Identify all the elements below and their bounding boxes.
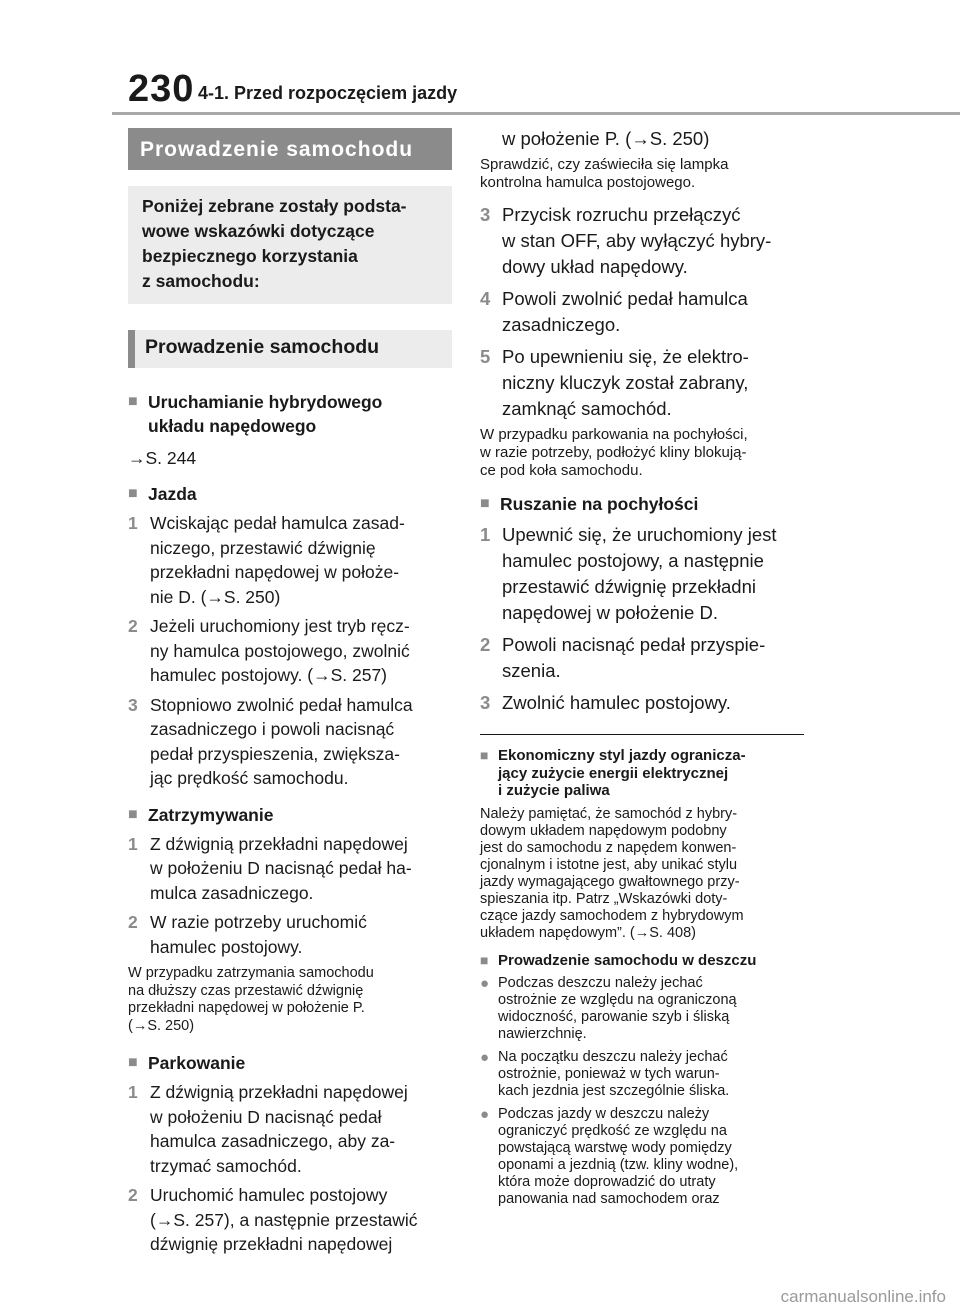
section-title: 4-1. Przed rozpoczęciem jazdy	[198, 83, 458, 103]
header-divider	[112, 112, 960, 115]
step-line: w położeniu D nacisnąć pedał ha-	[150, 858, 412, 878]
step-number: 2	[128, 912, 138, 932]
step-line: zamknąć samochód.	[502, 398, 672, 419]
step-line: Po upewnieniu się, że elektro-	[502, 346, 749, 367]
step-line: mulca zasadniczego.	[150, 882, 314, 903]
step-line: przestawić dźwignię przekładni	[502, 576, 756, 597]
step-line: jąc prędkość samochodu.	[150, 768, 349, 788]
note-line: ce pod koła samochodu.	[480, 462, 643, 479]
note-line: w razie potrzeby, podłożyć kliny blokują-	[480, 444, 747, 461]
step-number: 3	[480, 204, 491, 225]
heading-start-system	[128, 390, 452, 438]
bullet-line: Podczas deszczu należy jechać	[498, 975, 703, 991]
intro-line: z samochodu:	[142, 271, 260, 291]
step-item	[480, 522, 804, 626]
bullet-line: widoczność, parowanie szyb i śliską	[498, 1009, 730, 1025]
bullet-line: Podczas jazdy w deszczu należy	[498, 1106, 710, 1122]
bullet-line: powstającą warstwę wody pomiędzy	[498, 1140, 732, 1156]
left-column	[128, 128, 452, 1257]
heading-line: Ekonomiczny styl jazdy ogranicza-	[498, 747, 746, 764]
step-line: w stan OFF, aby wyłączyć hybry-	[502, 230, 772, 251]
bullet-item	[480, 1049, 804, 1100]
note-line: na dłuższy czas przestawić dźwignię	[128, 982, 364, 999]
heading-text: Zatrzymywanie	[148, 804, 274, 825]
step-line: Z dźwignią przekładni napędowej	[150, 1082, 408, 1102]
square-bullet-icon: ■	[480, 495, 490, 512]
heading-line: Uruchamianie hybrydowego	[148, 392, 383, 412]
heading-hill-start	[480, 492, 804, 516]
section-banner: Prowadzenie samochodu	[128, 128, 452, 170]
step-line: hamulec postojowy. (→S. 257)	[150, 665, 388, 685]
step-item	[128, 511, 452, 609]
step-line: dowy układ napędowy.	[502, 256, 688, 277]
text-line: dowym układem napędowym podobny	[480, 822, 727, 839]
heading-line: i zużycie paliwa	[498, 782, 610, 799]
step-line: Upewnić się, że uruchomiony jest	[502, 524, 777, 545]
step-number: 1	[128, 1082, 138, 1102]
step-line: Stopniowo zwolnić pedał hamulca	[150, 694, 413, 715]
circle-bullet-icon: ●	[480, 1106, 490, 1123]
step-line: w położeniu D nacisnąć pedał	[150, 1106, 382, 1127]
square-bullet-icon: ■	[480, 747, 489, 763]
heading-text: Prowadzenie samochodu w deszczu	[498, 951, 757, 969]
step-number: 2	[128, 1185, 138, 1205]
step-line: (→S. 257), a następnie przestawić	[150, 1209, 418, 1230]
heading-line: jący zużycie energii elektrycznej	[498, 764, 729, 782]
step-line: zasadniczego i powoli nacisnąć	[150, 719, 395, 739]
step-number: 2	[480, 634, 491, 655]
step-line: Powoli zwolnić pedał hamulca	[502, 288, 748, 309]
bullet-line: panowania nad samochodem oraz	[498, 1191, 720, 1207]
step-number: 1	[128, 833, 138, 854]
bullet-line: nawierzchnię.	[498, 1026, 587, 1042]
step-item	[128, 693, 452, 791]
step-item	[128, 910, 452, 959]
step-number: 2	[128, 616, 138, 636]
step-item	[128, 832, 452, 906]
right-column	[480, 126, 804, 1208]
square-bullet-icon: ■	[128, 485, 138, 502]
note-line: W przypadku zatrzymania samochodu	[128, 965, 374, 981]
note-line: W przypadku parkowania na pochyłości,	[480, 426, 748, 443]
text-line: czące jazdy samochodem z hybrydowym	[480, 907, 744, 924]
step-line: Z dźwignią przekładni napędowej	[150, 833, 408, 854]
heading-rain-driving	[480, 952, 804, 970]
note-line: Sprawdzić, czy zaświeciła się lampka	[480, 156, 729, 173]
step-line: szenia.	[502, 660, 561, 681]
section-divider	[480, 734, 804, 735]
step-line: niczny kluczyk został zabrany,	[502, 372, 749, 393]
text-line: układem napędowym”. (→S. 408)	[480, 924, 696, 941]
heading-driving	[128, 482, 452, 506]
bullet-line: oponami a jezdnią (tzw. kliny wodne),	[498, 1157, 739, 1173]
step-number: 3	[480, 692, 491, 713]
step-line: pedał przyspieszenia, zwiększa-	[150, 743, 400, 764]
heading-text: Ruszanie na pochyłości	[500, 494, 699, 514]
heading-text: Jazda	[148, 484, 197, 504]
intro-line: Poniżej zebrane zostały podsta-	[142, 196, 407, 216]
stopping-note	[128, 965, 452, 1035]
step-line: ny hamulca postojowego, zwolnić	[150, 640, 410, 661]
square-bullet-icon: ■	[480, 951, 489, 968]
bullet-item	[480, 975, 804, 1043]
note-line: przekładni napędowej w położenie P.	[128, 1000, 365, 1016]
step-line: przekładni napędowej w położe-	[150, 562, 400, 582]
step-line: niczego, przestawić dźwignię	[150, 537, 376, 558]
heading-line: układu napędowego	[148, 416, 317, 436]
watermark: carmanualsonline.info	[780, 1287, 946, 1306]
step-number: 1	[480, 524, 491, 545]
bullet-item	[480, 1106, 804, 1208]
step-item	[480, 690, 804, 716]
bullet-line: Na początku deszczu należy jechać	[498, 1049, 728, 1065]
circle-bullet-icon: ●	[480, 1049, 490, 1066]
text-line: jest do samochodu z napędem konwen-	[480, 839, 737, 856]
step-item	[480, 632, 804, 684]
intro-box	[128, 186, 452, 304]
text-line: cjonalnym i istotne jest, aby unikać stylu	[480, 856, 738, 873]
step-number: 3	[128, 694, 138, 715]
text-line: spieszania itp. Patrz „Wskazówki doty-	[480, 890, 728, 907]
step-line: Przycisk rozruchu przełączyć	[502, 204, 741, 225]
slope-parking-note	[480, 426, 804, 480]
step-item	[480, 286, 804, 338]
step-line: zasadniczego.	[502, 314, 621, 335]
step-item	[128, 614, 452, 688]
square-bullet-icon: ■	[128, 1054, 138, 1071]
heading-stopping	[128, 803, 452, 827]
step-item	[480, 202, 804, 280]
bullet-line: ograniczyć prędkość ze względu na	[498, 1123, 727, 1139]
intro-line: wowe wskazówki dotyczące	[142, 221, 375, 241]
step-item	[128, 1183, 452, 1257]
note-line: (→S. 250)	[128, 1017, 195, 1034]
step-line: Zwolnić hamulec postojowy.	[502, 692, 731, 713]
step-line: dźwignię przekładni napędowej	[150, 1234, 393, 1254]
page-reference: →S. 244	[128, 448, 197, 468]
page-number: 230	[128, 68, 195, 110]
bullet-line: ostrożnie ze względu na ograniczoną	[498, 992, 737, 1008]
step-line: Wciskając pedał hamulca zasad-	[150, 513, 405, 533]
text-line: Należy pamiętać, że samochód z hybry-	[480, 805, 738, 822]
text-line: jazdy wymagającego gwałtownego przy-	[480, 873, 740, 890]
intro-line: bezpiecznego korzystania	[142, 246, 358, 266]
step-number: 5	[480, 346, 491, 367]
heading-parking	[128, 1051, 452, 1075]
step-line: Uruchomić hamulec postojowy	[150, 1185, 388, 1205]
step-line: napędowej w położenie D.	[502, 602, 718, 623]
circle-bullet-icon: ●	[480, 975, 490, 992]
bullet-line: ostrożnie, ponieważ w tych warun-	[498, 1066, 720, 1082]
step-item	[128, 1080, 452, 1178]
square-bullet-icon: ■	[128, 805, 138, 823]
subsection-heading: Prowadzenie samochodu	[128, 330, 452, 368]
step-line: trzymać samochód.	[150, 1155, 302, 1176]
step-line: Powoli nacisnąć pedał przyspie-	[502, 634, 766, 655]
eco-driving-text	[480, 806, 804, 942]
square-bullet-icon: ■	[128, 393, 138, 410]
step-line: W razie potrzeby uruchomić	[150, 912, 367, 932]
step-number: 4	[480, 288, 491, 309]
note-line: kontrolna hamulca postojowego.	[480, 174, 696, 191]
step-line: hamulca zasadniczego, aby za-	[150, 1131, 396, 1151]
step-number: 1	[128, 513, 138, 533]
parking-brake-note	[480, 156, 804, 192]
step-line: nie D. (→S. 250)	[150, 586, 281, 607]
bullet-line: kach jezdnia jest szczególnie śliska.	[498, 1083, 730, 1099]
step-line: hamulec postojowy.	[150, 936, 303, 957]
step-line: Jeżeli uruchomiony jest tryb ręcz-	[150, 616, 410, 636]
heading-text: Parkowanie	[148, 1053, 246, 1073]
step-line: hamulec postojowy, a następnie	[502, 550, 764, 571]
heading-eco-driving	[480, 747, 804, 800]
step-item	[480, 344, 804, 422]
step-continuation: w położenie P. (→S. 250)	[502, 128, 710, 149]
bullet-line: która może doprowadzić do utraty	[498, 1174, 716, 1190]
